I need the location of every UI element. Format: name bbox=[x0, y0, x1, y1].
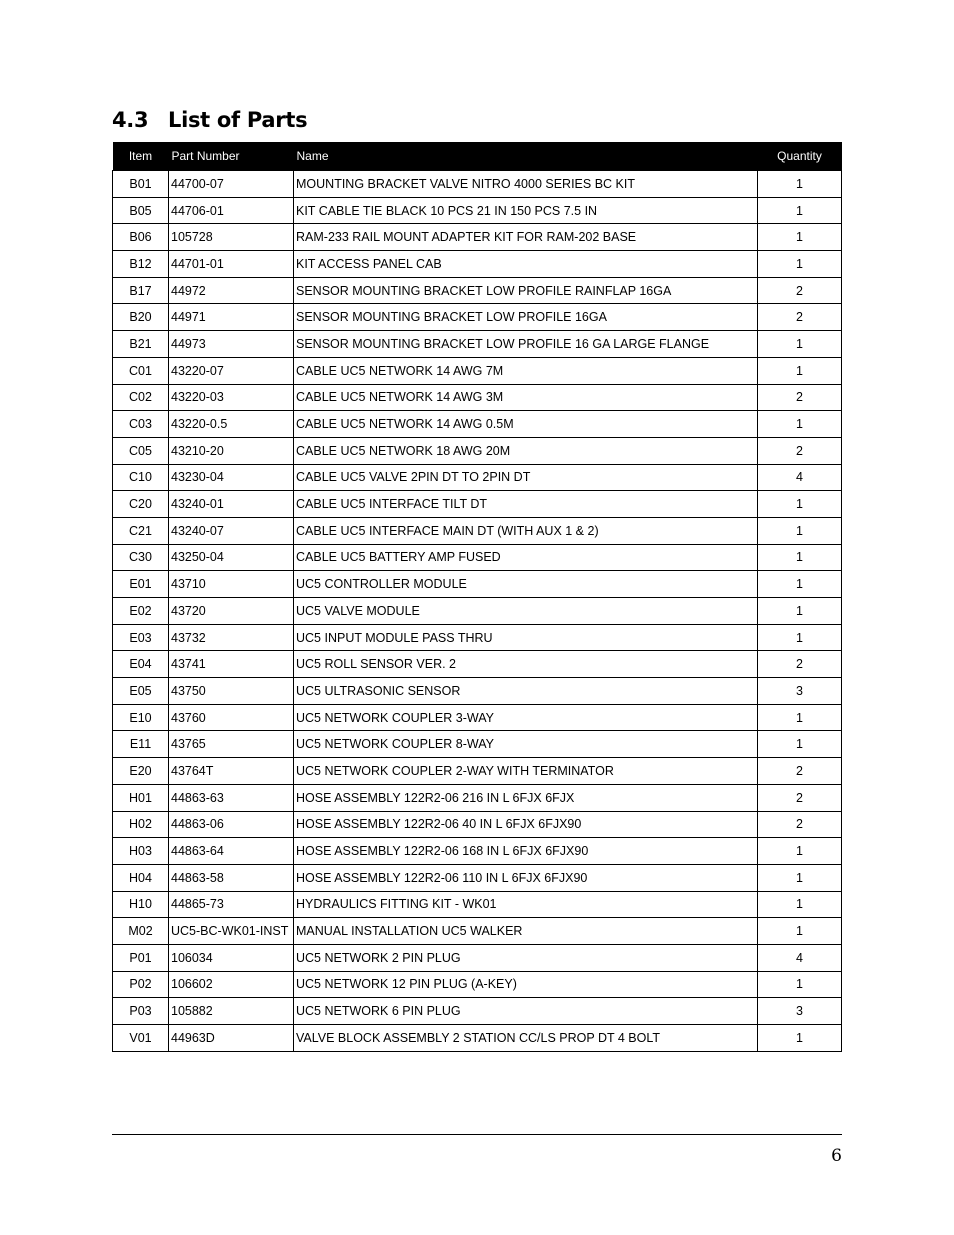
cell-item: P02 bbox=[113, 971, 169, 998]
cell-quantity: 2 bbox=[758, 758, 842, 785]
table-row bbox=[113, 491, 842, 518]
table-row bbox=[113, 197, 842, 224]
table-header-row bbox=[113, 142, 842, 171]
cell-quantity: 1 bbox=[758, 571, 842, 598]
cell-part-number: 43720 bbox=[169, 598, 294, 625]
table-row bbox=[113, 944, 842, 971]
cell-item: P03 bbox=[113, 998, 169, 1025]
cell-quantity: 1 bbox=[758, 171, 842, 198]
cell-name: CABLE UC5 VALVE 2PIN DT TO 2PIN DT bbox=[294, 464, 758, 491]
cell-name: CABLE UC5 NETWORK 14 AWG 7M bbox=[294, 357, 758, 384]
cell-name: MANUAL INSTALLATION UC5 WALKER bbox=[294, 918, 758, 945]
cell-quantity: 1 bbox=[758, 598, 842, 625]
cell-item: C21 bbox=[113, 517, 169, 544]
cell-name: HOSE ASSEMBLY 122R2-06 40 IN L 6FJX 6FJX90 bbox=[294, 811, 758, 838]
table-row bbox=[113, 731, 842, 758]
cell-item: C05 bbox=[113, 437, 169, 464]
cell-name: UC5 VALVE MODULE bbox=[294, 598, 758, 625]
table-row bbox=[113, 678, 842, 705]
cell-name: MOUNTING BRACKET VALVE NITRO 4000 SERIES BC KIT bbox=[294, 171, 758, 198]
cell-quantity: 2 bbox=[758, 651, 842, 678]
cell-quantity: 1 bbox=[758, 197, 842, 224]
table-row bbox=[113, 384, 842, 411]
cell-quantity: 2 bbox=[758, 277, 842, 304]
cell-part-number: 43210-20 bbox=[169, 437, 294, 464]
cell-name: HOSE ASSEMBLY 122R2-06 216 IN L 6FJX 6FJX bbox=[294, 784, 758, 811]
cell-quantity: 1 bbox=[758, 864, 842, 891]
cell-name: CABLE UC5 NETWORK 14 AWG 3M bbox=[294, 384, 758, 411]
cell-item: H01 bbox=[113, 784, 169, 811]
cell-item: B21 bbox=[113, 331, 169, 358]
cell-part-number: 44863-06 bbox=[169, 811, 294, 838]
cell-item: H02 bbox=[113, 811, 169, 838]
cell-item: B17 bbox=[113, 277, 169, 304]
cell-quantity: 1 bbox=[758, 624, 842, 651]
cell-name: UC5 NETWORK COUPLER 3-WAY bbox=[294, 704, 758, 731]
cell-part-number: 44971 bbox=[169, 304, 294, 331]
table-row bbox=[113, 918, 842, 945]
cell-item: C20 bbox=[113, 491, 169, 518]
cell-item: C30 bbox=[113, 544, 169, 571]
cell-quantity: 1 bbox=[758, 411, 842, 438]
cell-quantity: 1 bbox=[758, 731, 842, 758]
cell-quantity: 3 bbox=[758, 678, 842, 705]
cell-quantity: 2 bbox=[758, 437, 842, 464]
cell-item: H03 bbox=[113, 838, 169, 865]
cell-part-number: 44972 bbox=[169, 277, 294, 304]
header-item: Item bbox=[113, 142, 169, 171]
cell-item: V01 bbox=[113, 1025, 169, 1052]
cell-part-number: 44973 bbox=[169, 331, 294, 358]
cell-part-number: 44701-01 bbox=[169, 251, 294, 278]
cell-part-number: 106602 bbox=[169, 971, 294, 998]
cell-quantity: 4 bbox=[758, 944, 842, 971]
cell-part-number: 43230-04 bbox=[169, 464, 294, 491]
cell-part-number: 43220-07 bbox=[169, 357, 294, 384]
cell-quantity: 1 bbox=[758, 251, 842, 278]
table-row bbox=[113, 277, 842, 304]
table-row bbox=[113, 998, 842, 1025]
table-row bbox=[113, 411, 842, 438]
table-row bbox=[113, 624, 842, 651]
cell-name: CABLE UC5 NETWORK 18 AWG 20M bbox=[294, 437, 758, 464]
table-row bbox=[113, 891, 842, 918]
cell-part-number: 43741 bbox=[169, 651, 294, 678]
cell-item: C10 bbox=[113, 464, 169, 491]
cell-name: UC5 NETWORK COUPLER 2-WAY WITH TERMINATOR bbox=[294, 758, 758, 785]
cell-name: CABLE UC5 NETWORK 14 AWG 0.5M bbox=[294, 411, 758, 438]
cell-name: SENSOR MOUNTING BRACKET LOW PROFILE 16 GA LARGE FLANGE bbox=[294, 331, 758, 358]
page-number: 6 bbox=[831, 1146, 842, 1166]
cell-item: E03 bbox=[113, 624, 169, 651]
parts-table bbox=[112, 142, 842, 1052]
table-row bbox=[113, 651, 842, 678]
cell-part-number: 44700-07 bbox=[169, 171, 294, 198]
table-row bbox=[113, 437, 842, 464]
table-row bbox=[113, 357, 842, 384]
cell-item: P01 bbox=[113, 944, 169, 971]
cell-name: UC5 CONTROLLER MODULE bbox=[294, 571, 758, 598]
table-row bbox=[113, 331, 842, 358]
cell-quantity: 1 bbox=[758, 971, 842, 998]
cell-quantity: 1 bbox=[758, 491, 842, 518]
cell-part-number: 44963D bbox=[169, 1025, 294, 1052]
cell-quantity: 1 bbox=[758, 517, 842, 544]
cell-name: UC5 ROLL SENSOR VER. 2 bbox=[294, 651, 758, 678]
cell-name: CABLE UC5 BATTERY AMP FUSED bbox=[294, 544, 758, 571]
cell-quantity: 2 bbox=[758, 811, 842, 838]
table-row bbox=[113, 971, 842, 998]
cell-quantity: 1 bbox=[758, 1025, 842, 1052]
cell-part-number: 43750 bbox=[169, 678, 294, 705]
cell-part-number: 105882 bbox=[169, 998, 294, 1025]
cell-quantity: 1 bbox=[758, 331, 842, 358]
table-row bbox=[113, 464, 842, 491]
cell-name: SENSOR MOUNTING BRACKET LOW PROFILE 16GA bbox=[294, 304, 758, 331]
table-row bbox=[113, 838, 842, 865]
cell-name: UC5 NETWORK 2 PIN PLUG bbox=[294, 944, 758, 971]
cell-item: B06 bbox=[113, 224, 169, 251]
cell-name: CABLE UC5 INTERFACE TILT DT bbox=[294, 491, 758, 518]
table-row bbox=[113, 251, 842, 278]
cell-quantity: 1 bbox=[758, 891, 842, 918]
cell-name: VALVE BLOCK ASSEMBLY 2 STATION CC/LS PROP DT 4 BOLT bbox=[294, 1025, 758, 1052]
cell-item: C03 bbox=[113, 411, 169, 438]
cell-name: UC5 NETWORK 12 PIN PLUG (A-KEY) bbox=[294, 971, 758, 998]
cell-name: SENSOR MOUNTING BRACKET LOW PROFILE RAINFLAP 16GA bbox=[294, 277, 758, 304]
table-row bbox=[113, 864, 842, 891]
cell-quantity: 1 bbox=[758, 357, 842, 384]
cell-quantity: 1 bbox=[758, 224, 842, 251]
cell-part-number: 43710 bbox=[169, 571, 294, 598]
cell-quantity: 2 bbox=[758, 384, 842, 411]
section-title: List of Parts bbox=[168, 108, 308, 132]
cell-item: E04 bbox=[113, 651, 169, 678]
cell-item: E01 bbox=[113, 571, 169, 598]
cell-part-number: 43240-07 bbox=[169, 517, 294, 544]
table-row bbox=[113, 544, 842, 571]
footer-rule bbox=[112, 1134, 842, 1135]
cell-name: HOSE ASSEMBLY 122R2-06 110 IN L 6FJX 6FJX90 bbox=[294, 864, 758, 891]
cell-name: UC5 NETWORK COUPLER 8-WAY bbox=[294, 731, 758, 758]
cell-part-number: 44863-63 bbox=[169, 784, 294, 811]
cell-item: E02 bbox=[113, 598, 169, 625]
cell-part-number: 43240-01 bbox=[169, 491, 294, 518]
table-row bbox=[113, 571, 842, 598]
cell-name: HYDRAULICS FITTING KIT - WK01 bbox=[294, 891, 758, 918]
cell-name: UC5 INPUT MODULE PASS THRU bbox=[294, 624, 758, 651]
cell-part-number: 43760 bbox=[169, 704, 294, 731]
cell-name: CABLE UC5 INTERFACE MAIN DT (WITH AUX 1 & 2) bbox=[294, 517, 758, 544]
cell-name: UC5 NETWORK 6 PIN PLUG bbox=[294, 998, 758, 1025]
table-row bbox=[113, 758, 842, 785]
section-number: 4.3 bbox=[112, 108, 149, 132]
cell-quantity: 2 bbox=[758, 784, 842, 811]
cell-quantity: 1 bbox=[758, 838, 842, 865]
table-row bbox=[113, 517, 842, 544]
cell-name: KIT ACCESS PANEL CAB bbox=[294, 251, 758, 278]
cell-part-number: 43220-03 bbox=[169, 384, 294, 411]
cell-quantity: 1 bbox=[758, 918, 842, 945]
cell-part-number: 105728 bbox=[169, 224, 294, 251]
cell-item: E20 bbox=[113, 758, 169, 785]
cell-quantity: 4 bbox=[758, 464, 842, 491]
cell-name: HOSE ASSEMBLY 122R2-06 168 IN L 6FJX 6FJX90 bbox=[294, 838, 758, 865]
cell-part-number: 44865-73 bbox=[169, 891, 294, 918]
cell-part-number: 106034 bbox=[169, 944, 294, 971]
table-body bbox=[113, 171, 842, 1052]
cell-quantity: 3 bbox=[758, 998, 842, 1025]
cell-part-number: 43765 bbox=[169, 731, 294, 758]
cell-item: B20 bbox=[113, 304, 169, 331]
cell-item: C02 bbox=[113, 384, 169, 411]
cell-name: RAM-233 RAIL MOUNT ADAPTER KIT FOR RAM-202 BASE bbox=[294, 224, 758, 251]
table-row bbox=[113, 171, 842, 198]
header-part-number: Part Number bbox=[169, 142, 294, 171]
cell-item: E10 bbox=[113, 704, 169, 731]
header-name: Name bbox=[294, 142, 758, 171]
cell-part-number: 43250-04 bbox=[169, 544, 294, 571]
cell-part-number: 44706-01 bbox=[169, 197, 294, 224]
table-row bbox=[113, 224, 842, 251]
table-row bbox=[113, 811, 842, 838]
cell-quantity: 1 bbox=[758, 704, 842, 731]
cell-part-number: 43764T bbox=[169, 758, 294, 785]
table-row bbox=[113, 304, 842, 331]
cell-item: E11 bbox=[113, 731, 169, 758]
cell-item: H10 bbox=[113, 891, 169, 918]
table-row bbox=[113, 1025, 842, 1052]
table-row bbox=[113, 598, 842, 625]
cell-item: B01 bbox=[113, 171, 169, 198]
cell-item: C01 bbox=[113, 357, 169, 384]
cell-part-number: UC5-BC-WK01-INST bbox=[169, 918, 294, 945]
cell-quantity: 1 bbox=[758, 544, 842, 571]
cell-item: E05 bbox=[113, 678, 169, 705]
cell-part-number: 44863-58 bbox=[169, 864, 294, 891]
table-row bbox=[113, 704, 842, 731]
cell-item: M02 bbox=[113, 918, 169, 945]
cell-part-number: 44863-64 bbox=[169, 838, 294, 865]
cell-part-number: 43220-0.5 bbox=[169, 411, 294, 438]
table-row bbox=[113, 784, 842, 811]
header-quantity: Quantity bbox=[758, 142, 842, 171]
cell-name: UC5 ULTRASONIC SENSOR bbox=[294, 678, 758, 705]
cell-name: KIT CABLE TIE BLACK 10 PCS 21 IN 150 PCS 7.5 IN bbox=[294, 197, 758, 224]
cell-part-number: 43732 bbox=[169, 624, 294, 651]
cell-quantity: 2 bbox=[758, 304, 842, 331]
cell-item: H04 bbox=[113, 864, 169, 891]
cell-item: B05 bbox=[113, 197, 169, 224]
cell-item: B12 bbox=[113, 251, 169, 278]
section-heading bbox=[112, 108, 307, 132]
